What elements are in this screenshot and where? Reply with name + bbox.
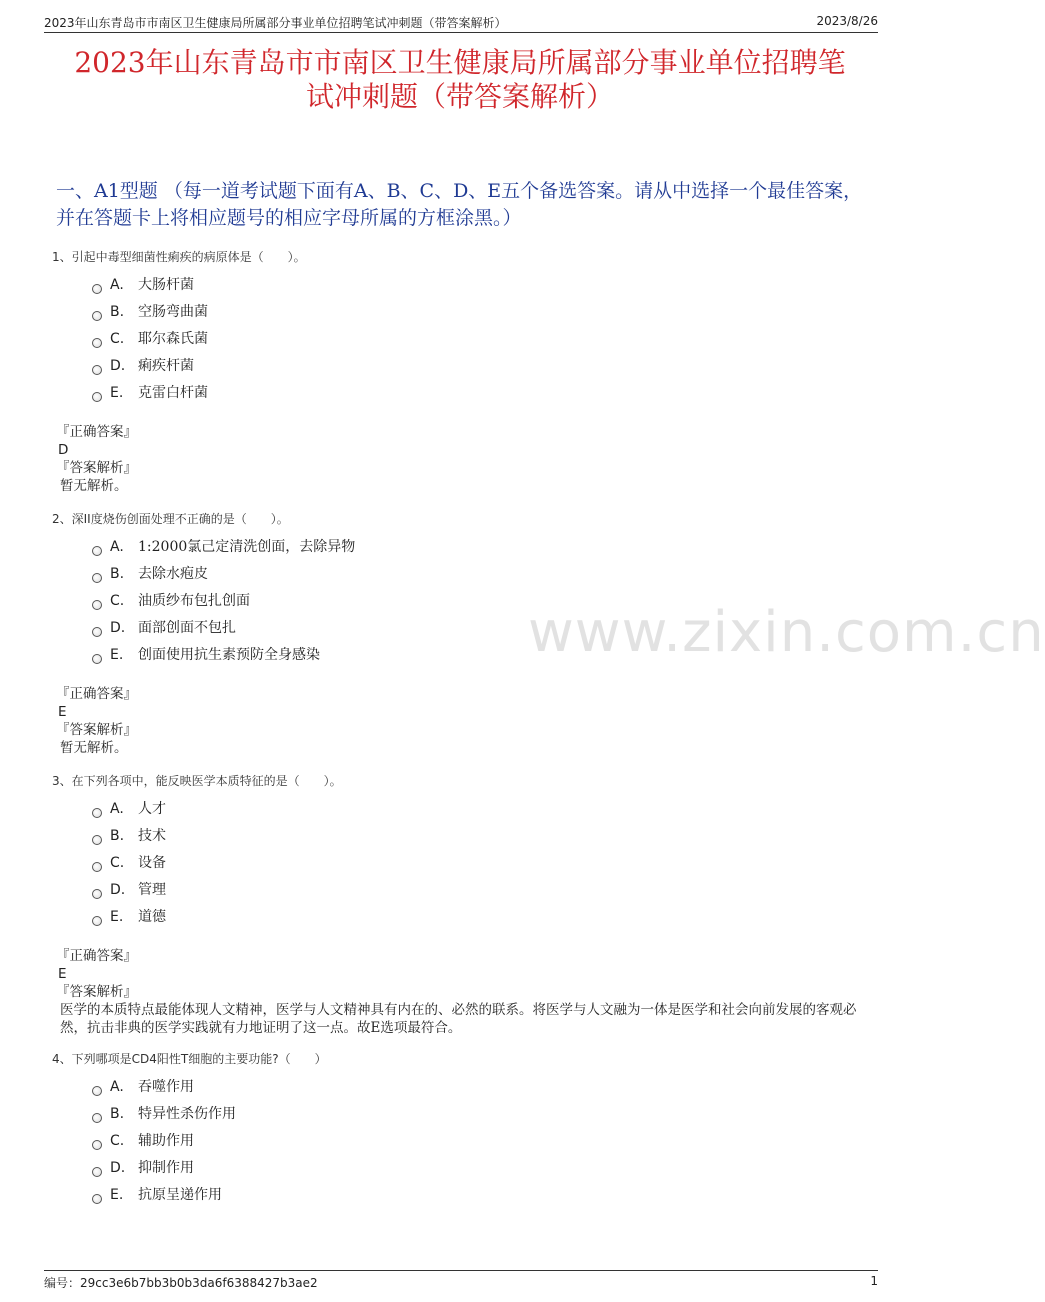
option-text: 创面使用抗生素预防全身感染 [138, 647, 320, 663]
option-letter: C. [110, 331, 125, 347]
radio-icon[interactable] [92, 365, 102, 375]
radio-icon[interactable] [92, 1113, 102, 1123]
title-line-1: 2023年山东青岛市市南区卫生健康局所属部分事业单位招聘笔 [74, 46, 846, 79]
answer-value: D [58, 442, 69, 458]
option-d[interactable] [92, 1155, 872, 1182]
answer-block [56, 685, 872, 757]
option-text: 面部创面不包扎 [138, 620, 236, 636]
option-letter: B. [110, 304, 125, 320]
radio-icon[interactable] [92, 1194, 102, 1204]
option-letter: D. [110, 358, 126, 374]
radio-icon[interactable] [92, 627, 102, 637]
option-e[interactable] [92, 380, 872, 407]
option-c[interactable] [92, 326, 872, 353]
radio-icon[interactable] [92, 1140, 102, 1150]
page-header [44, 12, 878, 33]
answer-label: 『正确答案』 [56, 686, 137, 702]
title-line-2: 试冲刺题（带答案解析） [305, 80, 614, 113]
option-text: 道德 [138, 909, 166, 925]
option-e[interactable] [92, 1182, 872, 1209]
option-text: 痢疾杆菌 [138, 358, 194, 374]
radio-icon[interactable] [92, 654, 102, 664]
option-text: 1:2000氯己定清洗创面，去除异物 [138, 539, 356, 555]
explain-text: 暂无解析。 [60, 478, 128, 494]
option-list [92, 796, 872, 931]
question-stem: 3、在下列各项中，能反映医学本质特征的是（ ）。 [52, 774, 342, 788]
option-letter: B. [110, 566, 125, 582]
option-text: 油质纱布包扎创面 [138, 593, 250, 609]
option-list [92, 272, 872, 407]
radio-icon[interactable] [92, 573, 102, 583]
radio-icon[interactable] [92, 546, 102, 556]
option-letter: D. [110, 1160, 126, 1176]
option-list [92, 534, 872, 669]
option-letter: B. [110, 828, 125, 844]
radio-icon[interactable] [92, 284, 102, 294]
answer-label: 『正确答案』 [56, 948, 137, 964]
footer-page-number: 1 [870, 1274, 878, 1288]
option-letter: B. [110, 1106, 125, 1122]
option-e[interactable] [92, 904, 872, 931]
question-1 [52, 248, 872, 495]
option-letter: A. [110, 1079, 124, 1095]
section-heading: 一、A1型题 （每一道考试题下面有A、B、C、D、E五个备选答案。请从中选择一个最佳答案，并在答题卡上将相应题号的相应字母所属的方框涂黑。） [56, 180, 863, 229]
option-text: 人才 [138, 801, 166, 817]
option-text: 辅助作用 [138, 1133, 194, 1149]
option-text: 抑制作用 [138, 1160, 194, 1176]
question-stem: 1、引起中毒型细菌性痢疾的病原体是（ ）。 [52, 250, 306, 264]
radio-icon[interactable] [92, 338, 102, 348]
option-text: 空肠弯曲菌 [138, 304, 208, 320]
option-b[interactable] [92, 299, 872, 326]
option-text: 吞噬作用 [138, 1079, 194, 1095]
answer-label: 『正确答案』 [56, 424, 137, 440]
question-2 [52, 510, 872, 757]
option-c[interactable] [92, 1128, 872, 1155]
page-footer [44, 1270, 878, 1291]
page-title [40, 46, 880, 114]
option-letter: C. [110, 855, 125, 871]
explain-label: 『答案解析』 [56, 984, 137, 1000]
option-a[interactable] [92, 796, 872, 823]
option-letter: A. [110, 277, 124, 293]
option-letter: E. [110, 647, 124, 663]
option-list [92, 1074, 872, 1209]
option-c[interactable] [92, 850, 872, 877]
radio-icon[interactable] [92, 392, 102, 402]
option-b[interactable] [92, 1101, 872, 1128]
question-stem: 4、下列哪项是CD4阳性T细胞的主要功能?（ ） [52, 1052, 327, 1066]
option-letter: A. [110, 539, 124, 555]
option-d[interactable] [92, 615, 872, 642]
option-letter: D. [110, 620, 126, 636]
option-letter: C. [110, 593, 125, 609]
question-4 [52, 1050, 872, 1209]
radio-icon[interactable] [92, 1086, 102, 1096]
option-b[interactable] [92, 561, 872, 588]
option-e[interactable] [92, 642, 872, 669]
option-d[interactable] [92, 877, 872, 904]
explain-text: 医学的本质特点最能体现人文精神，医学与人文精神具有内在的、必然的联系。将医学与人文融为一体是医学和社会向前发展的客观必然，抗击非典的医学实践就有力地证明了这一点。故E选项最符合。 [60, 1002, 857, 1036]
option-b[interactable] [92, 823, 872, 850]
radio-icon[interactable] [92, 889, 102, 899]
option-text: 去除水疱皮 [138, 566, 208, 582]
option-letter: A. [110, 801, 124, 817]
option-text: 管理 [138, 882, 166, 898]
answer-block [56, 423, 872, 495]
answer-block [56, 947, 872, 1037]
option-text: 抗原呈递作用 [138, 1187, 222, 1203]
explain-text: 暂无解析。 [60, 740, 128, 756]
answer-value: E [58, 704, 67, 720]
option-letter: E. [110, 909, 124, 925]
option-c[interactable] [92, 588, 872, 615]
option-text: 克雷白杆菌 [138, 385, 208, 401]
explain-label: 『答案解析』 [56, 460, 137, 476]
option-letter: D. [110, 882, 126, 898]
explain-label: 『答案解析』 [56, 722, 137, 738]
option-a[interactable] [92, 272, 872, 299]
radio-icon[interactable] [92, 835, 102, 845]
option-text: 大肠杆菌 [138, 277, 194, 293]
answer-value: E [58, 966, 67, 982]
option-a[interactable] [92, 1074, 872, 1101]
radio-icon[interactable] [92, 1167, 102, 1177]
option-a[interactable] [92, 534, 872, 561]
option-text: 特异性杀伤作用 [138, 1106, 236, 1122]
question-stem: 2、深II度烧伤创面处理不正确的是（ ）。 [52, 512, 289, 526]
radio-icon[interactable] [92, 311, 102, 321]
watermark: www.zixin.com.cn [528, 600, 1045, 665]
option-letter: E. [110, 385, 124, 401]
option-d[interactable] [92, 353, 872, 380]
option-letter: C. [110, 1133, 125, 1149]
radio-icon[interactable] [92, 600, 102, 610]
header-date: 2023/8/26 [816, 14, 878, 28]
question-3 [52, 772, 872, 1037]
option-text: 设备 [138, 855, 166, 871]
option-text: 耶尔森氏菌 [138, 331, 208, 347]
radio-icon[interactable] [92, 862, 102, 872]
radio-icon[interactable] [92, 808, 102, 818]
radio-icon[interactable] [92, 916, 102, 926]
option-letter: E. [110, 1187, 124, 1203]
option-text: 技术 [138, 828, 166, 844]
header-doc-title: 2023年山东青岛市市南区卫生健康局所属部分事业单位招聘笔试冲刺题（带答案解析） [44, 16, 507, 30]
footer-doc-id: 编号：29cc3e6b7bb3b0b3da6f6388427b3ae2 [44, 1276, 318, 1290]
